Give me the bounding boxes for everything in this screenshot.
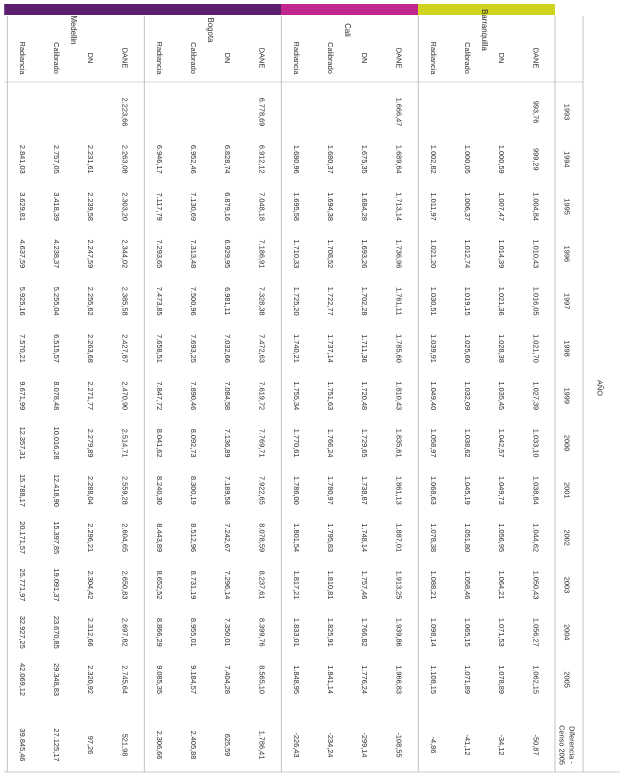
cell-medellin-calibrado-1995: 3.418,39 (52, 192, 61, 221)
cell-medellin-dn-1994: 2.231,61 (86, 144, 96, 174)
cell-barranquilla-radiancia-1998: 1.039,91 (428, 334, 438, 363)
cell-barranquilla-dane-2002: 1.044,62 (531, 523, 541, 553)
cell-bogota-dane-2003: 8.237,61 (257, 570, 267, 600)
diff-cali-calibrado: -234,24 (326, 732, 335, 758)
cell-cali-radiancia-1996: 1.710,33 (291, 239, 301, 269)
cell-medellin-dane-1995: 2.303,20 (120, 192, 130, 221)
cell-bogota-radiancia-1996: 7.293,65 (154, 239, 164, 269)
cell-bogota-radiancia-2002: 8.443,89 (154, 523, 164, 553)
cell-cali-dane-1999: 1.810,43 (394, 381, 404, 411)
cell-medellin-dane-1997: 2.385,58 (120, 286, 130, 316)
bar-cali (278, 4, 418, 15)
cell-bogota-dn-2005: 7.404,28 (223, 665, 233, 694)
cell-barranquilla-radiancia-2001: 1.068,63 (428, 476, 438, 505)
cell-medellin-dane-1994: 2.263,08 (120, 144, 130, 174)
cell-barranquilla-dane-1993: 993,76 (531, 100, 541, 124)
cell-bogota-dane-1996: 7.186,91 (257, 239, 267, 269)
cell-barranquilla-dn-1994: 1.000,59 (497, 144, 507, 174)
cell-medellin-radiancia-2004: 32.927,25 (17, 615, 27, 649)
diff-barranquilla-dane: -50,87 (531, 734, 541, 756)
cell-cali-calibrado-1997: 1.722,77 (326, 286, 335, 316)
diff-cali-dn: -299,14 (360, 732, 370, 758)
cell-barranquilla-dn-1997: 1.021,36 (497, 286, 507, 316)
cell-cali-calibrado-1994: 1.680,37 (326, 144, 335, 174)
cell-medellin-radiancia-1994: 2.841,03 (17, 144, 27, 174)
cell-bogota-dane-1993: 6.778,69 (257, 97, 267, 127)
cell-barranquilla-dn-1999: 1.035,45 (497, 381, 507, 411)
cell-barranquilla-calibrado-1997: 1.019,15 (463, 286, 472, 316)
cell-medellin-dn-2000: 2.279,89 (86, 428, 96, 458)
year-label-2001: 2001 (562, 482, 572, 499)
row-label-medellin-dane: DANE (120, 47, 130, 69)
cell-bogota-dane-1994: 6.912,12 (257, 144, 267, 174)
cell-bogota-calibrado-1999: 7.890,46 (189, 381, 198, 411)
cell-bogota-radiancia-2005: 9.085,35 (154, 665, 164, 694)
row-label-medellin-radiancia: Radiancia (17, 41, 27, 75)
cell-barranquilla-calibrado-1999: 1.032,09 (463, 381, 472, 411)
cell-barranquilla-dane-1999: 1.027,39 (531, 381, 541, 411)
cell-barranquilla-dn-2002: 1.056,95 (497, 523, 507, 553)
cell-barranquilla-dn-2000: 1.042,57 (497, 428, 507, 458)
row-label-cali-radiancia: Radiancia (291, 41, 301, 75)
year-label-2005: 2005 (562, 671, 572, 688)
row-label-barranquilla-dane: DANE (531, 47, 541, 69)
cell-bogota-dane-2004: 8.399,76 (257, 617, 267, 647)
cell-medellin-dane-2002: 2.604,65 (120, 523, 130, 553)
cell-bogota-dn-2003: 7.296,14 (223, 570, 233, 600)
cell-medellin-dn-1999: 2.271,77 (86, 381, 96, 411)
cell-bogota-dn-1998: 7.032,66 (223, 334, 233, 363)
cell-bogota-dn-2004: 7.350,01 (223, 617, 233, 647)
row-label-bogota-calibrado: Calibrado (189, 42, 198, 74)
cell-cali-dn-2003: 1.757,46 (360, 570, 370, 600)
cell-cali-calibrado-2002: 1.795,83 (326, 523, 335, 553)
cell-medellin-radiancia-2000: 12.357,31 (17, 426, 27, 460)
year-label-1998: 1998 (562, 340, 572, 357)
cell-cali-radiancia-1994: 1.680,96 (291, 144, 301, 174)
cell-bogota-radiancia-1998: 7.658,51 (154, 334, 164, 363)
cell-cali-radiancia-2003: 1.817,21 (291, 570, 301, 600)
cell-bogota-dane-1999: 7.619,72 (257, 381, 267, 411)
cell-cali-radiancia-1999: 1.755,34 (291, 381, 301, 411)
cell-barranquilla-dane-2004: 1.056,27 (531, 617, 541, 647)
cell-barranquilla-dn-2005: 1.078,89 (497, 665, 507, 694)
cell-bogota-radiancia-1997: 7.473,85 (154, 286, 164, 316)
cell-cali-calibrado-2004: 1.825,91 (326, 617, 335, 647)
cell-barranquilla-radiancia-2000: 1.058,97 (428, 428, 438, 458)
cell-medellin-radiancia-1999: 9.671,99 (17, 381, 27, 411)
cell-cali-calibrado-2000: 1.766,24 (326, 428, 335, 458)
cell-medellin-dn-2004: 2.312,66 (86, 617, 96, 647)
row-label-bogota-dane: DANE (257, 47, 267, 69)
cell-bogota-calibrado-1997: 7.500,96 (189, 286, 198, 316)
cell-barranquilla-radiancia-1996: 1.021,20 (428, 239, 438, 269)
cell-bogota-calibrado-2000: 8.092,73 (189, 428, 198, 458)
cell-medellin-calibrado-2001: 12.418,90 (52, 473, 61, 507)
row-label-cali-dn: DN (360, 52, 370, 64)
cell-barranquilla-calibrado-1995: 1.006,37 (463, 192, 472, 221)
cell-barranquilla-radiancia-2005: 1.108,15 (428, 665, 438, 694)
cell-barranquilla-radiancia-1995: 1.011,97 (428, 192, 438, 221)
cell-barranquilla-dane-2000: 1.033,10 (531, 428, 541, 458)
cell-bogota-calibrado-1995: 7.130,69 (189, 192, 198, 221)
cell-cali-radiancia-2005: 1.848,95 (291, 665, 301, 694)
diff-cali-dane: -108,55 (394, 732, 404, 758)
diff-barranquilla-dn: -34,12 (497, 734, 507, 756)
cell-medellin-dn-1997: 2.255,62 (86, 286, 96, 316)
cell-barranquilla-dane-2005: 1.062,15 (531, 665, 541, 694)
year-label-2004: 2004 (562, 624, 572, 641)
cell-medellin-dane-2005: 2.745,64 (120, 665, 130, 694)
cell-barranquilla-dane-1996: 1.010,43 (531, 239, 541, 269)
cell-barranquilla-dn-1998: 1.028,38 (497, 334, 507, 363)
diff-bogota-dn: 625,59 (223, 733, 233, 757)
cell-bogota-dane-2001: 7.922,65 (257, 476, 267, 505)
cell-medellin-dane-2001: 2.559,28 (120, 476, 130, 505)
cell-cali-dn-2000: 1.729,65 (360, 428, 370, 458)
cell-cali-dane-1993: 1.666,47 (394, 97, 404, 127)
cell-medellin-dane-2003: 2.650,83 (120, 570, 130, 600)
cell-medellin-calibrado-2005: 29.348,83 (52, 663, 61, 697)
cell-medellin-radiancia-1995: 3.629,81 (17, 192, 27, 221)
cell-barranquilla-dn-2001: 1.049,73 (497, 476, 507, 505)
cell-medellin-radiancia-1997: 5.925,16 (17, 286, 27, 316)
diff-medellin-calibrado: 27.125,17 (52, 728, 61, 762)
cell-cali-dane-2001: 1.861,13 (394, 476, 404, 505)
cell-barranquilla-calibrado-2005: 1.071,89 (463, 665, 472, 694)
bar-medellin (4, 4, 144, 15)
cell-medellin-calibrado-1996: 4.238,37 (52, 239, 61, 269)
row-label-cali-calibrado: Calibrado (326, 42, 335, 74)
cell-medellin-radiancia-2005: 42.069,12 (17, 663, 27, 697)
cell-bogota-radiancia-1995: 7.117,79 (154, 192, 164, 221)
cell-medellin-dn-2003: 2.304,42 (86, 570, 96, 600)
cell-medellin-radiancia-1996: 4.637,59 (17, 239, 27, 269)
diff-medellin-dane: 521,98 (120, 733, 130, 757)
row-label-barranquilla-calibrado: Calibrado (463, 42, 472, 74)
cell-medellin-dn-2002: 2.296,21 (86, 523, 96, 553)
cell-cali-calibrado-2005: 1.841,14 (326, 665, 335, 694)
cell-bogota-dn-1997: 6.981,11 (223, 287, 233, 316)
cell-bogota-dn-1996: 6.929,95 (223, 239, 233, 269)
cell-bogota-radiancia-1994: 6.946,17 (154, 144, 164, 174)
cell-barranquilla-radiancia-1994: 1.002,82 (428, 144, 438, 174)
cell-medellin-dn-2005: 2.320,92 (86, 665, 96, 694)
cell-bogota-calibrado-1996: 7.313,48 (189, 239, 198, 269)
cell-cali-calibrado-2003: 1.810,81 (326, 570, 335, 600)
cell-bogota-dn-2002: 7.242,67 (223, 523, 233, 553)
cell-cali-radiancia-2004: 1.833,01 (291, 617, 301, 647)
city-header-cali: Cali (343, 23, 353, 37)
row-label-bogota-radiancia: Radiancia (154, 41, 164, 75)
cell-barranquilla-dane-2003: 1.050,43 (531, 570, 541, 600)
city-header-barranquilla: Barranquilla (480, 9, 490, 51)
cell-bogota-dn-2000: 7.136,89 (223, 428, 233, 458)
cell-bogota-radiancia-2004: 8.866,29 (154, 617, 164, 647)
diff-bogota-radiancia: 2.306,66 (154, 730, 164, 760)
cell-cali-dn-1994: 1.675,35 (360, 144, 370, 174)
cell-medellin-dn-2001: 2.288,04 (86, 476, 96, 505)
cell-barranquilla-calibrado-1998: 1.025,60 (463, 334, 472, 363)
diff-barranquilla-calibrado: -41,12 (463, 734, 472, 756)
cell-medellin-calibrado-2004: 23.670,85 (52, 615, 61, 649)
cell-barranquilla-calibrado-2003: 1.058,46 (463, 570, 472, 600)
diff-bogota-calibrado: 2.405,88 (189, 730, 198, 760)
cell-medellin-dane-2000: 2.514,71 (120, 428, 130, 458)
cell-bogota-radiancia-2003: 8.652,52 (154, 570, 164, 600)
cell-medellin-dane-1998: 2.427,87 (120, 334, 130, 363)
cell-cali-dane-2000: 1.835,61 (394, 428, 404, 458)
cell-medellin-calibrado-2003: 19.091,37 (52, 568, 61, 602)
cell-barranquilla-dn-2003: 1.064,21 (497, 570, 507, 600)
cell-cali-dn-2005: 1.776,24 (360, 665, 370, 694)
row-label-medellin-dn: DN (86, 52, 96, 64)
cell-bogota-radiancia-2001: 8.240,30 (154, 476, 164, 505)
cell-bogota-dn-1995: 6.879,16 (223, 192, 233, 221)
cell-barranquilla-calibrado-1996: 1.012,74 (463, 239, 472, 269)
city-header-medellin: Medellin (69, 15, 79, 45)
year-label-1997: 1997 (562, 292, 572, 310)
cell-medellin-calibrado-2000: 10.016,28 (52, 426, 61, 460)
cell-cali-dn-2002: 1.748,14 (360, 523, 370, 553)
year-label-2000: 2000 (562, 434, 572, 452)
cell-cali-dn-1996: 1.693,26 (360, 239, 370, 269)
cell-barranquilla-calibrado-2004: 1.065,15 (463, 617, 472, 647)
cell-medellin-calibrado-1998: 6.515,57 (52, 334, 61, 363)
cell-barranquilla-dane-1995: 1.004,84 (531, 192, 541, 221)
row-label-barranquilla-dn: DN (497, 52, 507, 64)
cell-bogota-calibrado-1998: 7.693,25 (189, 334, 198, 363)
cell-bogota-dn-1994: 6.828,74 (223, 144, 233, 174)
diff-cali-radiancia: -226,43 (291, 732, 301, 758)
cell-cali-radiancia-1997: 1.725,20 (291, 286, 301, 316)
diff-barranquilla-radiancia: -4,86 (428, 736, 438, 754)
cell-barranquilla-dane-1994: 999,29 (531, 147, 541, 171)
cell-cali-radiancia-1998: 1.740,21 (291, 334, 301, 363)
cell-cali-dane-2004: 1.939,86 (394, 617, 404, 647)
cell-cali-dane-2002: 1.887,01 (394, 523, 404, 553)
cell-barranquilla-dn-2004: 1.071,53 (497, 617, 507, 647)
cell-barranquilla-calibrado-2001: 1.045,19 (463, 476, 472, 505)
row-label-cali-dane: DANE (394, 47, 404, 69)
cell-barranquilla-dn-1995: 1.007,47 (497, 192, 507, 221)
row-label-barranquilla-radiancia: Radiancia (428, 41, 438, 75)
cell-bogota-dn-1999: 7.084,58 (223, 381, 233, 411)
cell-cali-radiancia-2001: 1.786,00 (291, 476, 301, 505)
cell-medellin-dn-1996: 2.247,59 (86, 239, 96, 269)
year-axis-title: AÑO (595, 379, 605, 397)
cell-bogota-dane-2005: 8.565,10 (257, 665, 267, 694)
cell-medellin-dane-1993: 2.223,66 (120, 97, 130, 127)
cell-cali-calibrado-1999: 1.751,63 (326, 381, 335, 411)
row-label-bogota-dn: DN (223, 52, 233, 64)
year-label-1994: 1994 (562, 151, 572, 168)
cell-barranquilla-radiancia-2003: 1.088,21 (428, 570, 438, 600)
cell-medellin-calibrado-2002: 15.397,85 (52, 521, 61, 555)
cell-bogota-dane-1997: 7.328,38 (257, 286, 267, 316)
cell-bogota-dane-1995: 7.048,18 (257, 192, 267, 221)
cell-cali-dn-2001: 1.738,87 (360, 476, 370, 505)
cell-cali-radiancia-2002: 1.801,54 (291, 523, 301, 553)
diff-medellin-dn: 97,26 (86, 735, 96, 755)
cell-cali-dn-2004: 1.766,82 (360, 617, 370, 647)
cell-cali-calibrado-1998: 1.737,14 (326, 334, 335, 363)
diff-header-line1: Diferencia - (567, 726, 577, 764)
year-label-1996: 1996 (562, 245, 572, 263)
cell-medellin-calibrado-1997: 5.255,04 (52, 286, 61, 316)
cell-barranquilla-radiancia-1999: 1.049,40 (428, 381, 438, 411)
year-label-2003: 2003 (562, 576, 572, 594)
cell-cali-radiancia-1995: 1.695,58 (291, 192, 301, 221)
diff-bogota-dane: 1.786,41 (257, 730, 267, 760)
cell-bogota-dane-1998: 7.472,63 (257, 334, 267, 363)
cell-medellin-calibrado-1999: 8.078,48 (52, 381, 61, 411)
cell-cali-calibrado-1996: 1.708,52 (326, 239, 335, 269)
year-label-1999: 1999 (562, 387, 572, 405)
cell-medellin-radiancia-2001: 15.788,17 (17, 473, 27, 507)
cell-barranquilla-dane-1998: 1.021,70 (531, 334, 541, 363)
cell-cali-calibrado-1995: 1.694,38 (326, 192, 335, 221)
cell-cali-radiancia-2000: 1.770,61 (291, 428, 301, 458)
cell-bogota-radiancia-1999: 7.847,72 (154, 381, 164, 411)
cell-medellin-radiancia-2003: 25.771,97 (17, 568, 27, 602)
cell-cali-dane-1995: 1.713,14 (394, 192, 404, 221)
cell-barranquilla-radiancia-2004: 1.098,14 (428, 617, 438, 647)
row-label-medellin-calibrado: Calibrado (52, 42, 61, 74)
cell-barranquilla-radiancia-2002: 1.078,38 (428, 523, 438, 553)
cell-bogota-calibrado-2001: 8.300,19 (189, 476, 198, 505)
bar-bogota (141, 4, 281, 15)
year-label-2002: 2002 (562, 529, 572, 546)
cell-medellin-dane-1999: 2.470,90 (120, 381, 130, 411)
cell-medellin-dn-1995: 2.239,58 (86, 192, 96, 221)
cell-medellin-dane-2004: 2.697,82 (120, 617, 130, 647)
cell-bogota-calibrado-2004: 8.955,01 (189, 617, 198, 647)
cell-cali-dn-1995: 1.684,28 (360, 192, 370, 221)
cell-cali-dane-2005: 1.966,83 (394, 665, 404, 694)
cell-cali-dn-1999: 1.720,48 (360, 381, 370, 411)
cell-medellin-calibrado-1994: 2.757,05 (52, 144, 61, 174)
year-label-1993: 1993 (562, 103, 572, 121)
cell-barranquilla-calibrado-1994: 1.000,05 (463, 144, 472, 174)
cell-cali-dane-1997: 1.761,11 (394, 287, 404, 316)
cell-bogota-calibrado-2002: 8.512,96 (189, 523, 198, 553)
cell-barranquilla-dn-1996: 1.014,39 (497, 239, 507, 269)
cell-barranquilla-radiancia-1997: 1.030,51 (428, 286, 438, 316)
cell-bogota-dn-2001: 7.189,58 (223, 476, 233, 505)
cell-cali-dane-1998: 1.785,60 (394, 334, 404, 363)
cell-bogota-calibrado-2005: 9.184,57 (189, 665, 198, 694)
cell-bogota-radiancia-2000: 8.041,62 (154, 428, 164, 458)
cell-cali-dane-1996: 1.736,96 (394, 239, 404, 269)
cell-cali-dane-2003: 1.913,25 (394, 570, 404, 600)
cell-bogota-dane-2000: 7.769,71 (257, 428, 267, 458)
cell-barranquilla-dane-2001: 1.038,84 (531, 476, 541, 505)
cell-cali-dn-1998: 1.711,36 (360, 334, 370, 363)
diff-header-line2: Censo 2005 (557, 725, 567, 765)
cell-barranquilla-calibrado-2000: 1.038,62 (463, 428, 472, 458)
diff-medellin-radiancia: 39.845,46 (17, 728, 27, 762)
cell-medellin-radiancia-2002: 20.171,57 (17, 521, 27, 555)
cell-bogota-calibrado-2003: 8.731,19 (189, 570, 198, 600)
year-label-1995: 1995 (562, 198, 572, 215)
cell-cali-dn-1997: 1.702,28 (360, 286, 370, 316)
cell-bogota-dane-2002: 8.078,59 (257, 523, 267, 553)
cell-bogota-calibrado-1994: 6.952,46 (189, 144, 198, 174)
cell-medellin-dane-1996: 2.344,02 (120, 239, 130, 269)
cell-medellin-radiancia-1998: 7.570,21 (17, 334, 27, 363)
city-header-bogota: Bogota (206, 17, 216, 43)
cell-medellin-dn-1998: 2.263,68 (86, 334, 96, 363)
cell-barranquilla-dane-1997: 1.016,05 (531, 286, 541, 316)
cell-barranquilla-calibrado-2002: 1.051,80 (463, 523, 472, 553)
cell-cali-calibrado-2001: 1.780,97 (326, 476, 335, 505)
cell-cali-dane-1994: 1.689,64 (394, 144, 404, 174)
